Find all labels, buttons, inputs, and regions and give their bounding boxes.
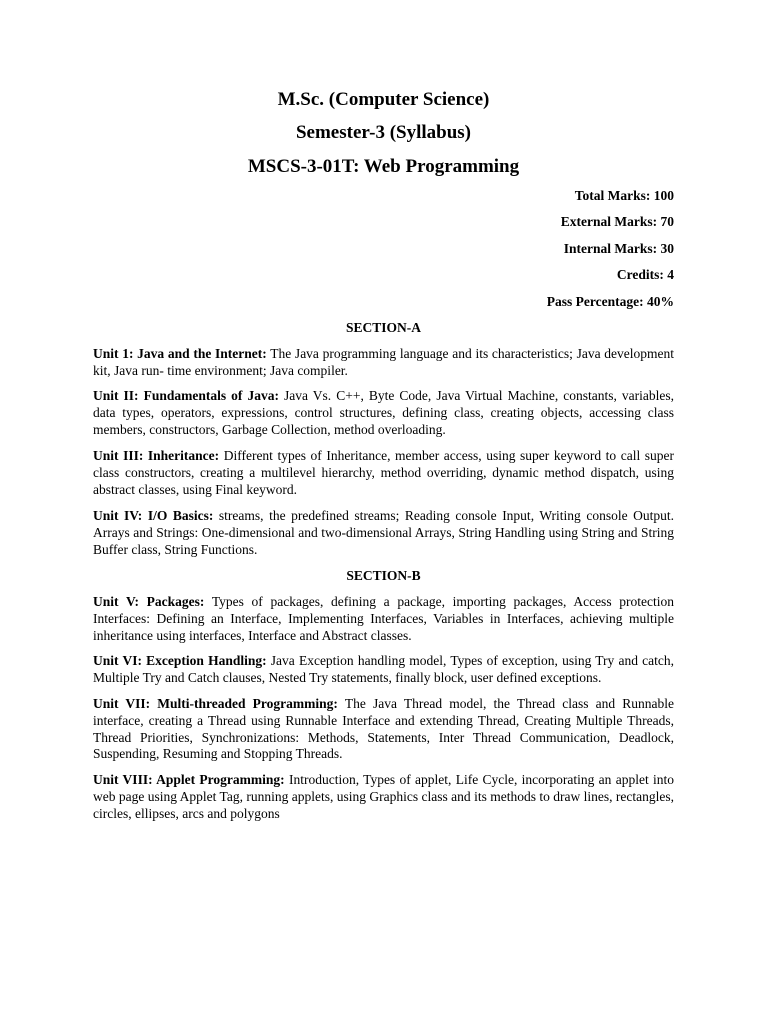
- section-a-heading: SECTION-A: [345, 320, 421, 335]
- unit-8-title: Unit VIII: Applet Programming:: [93, 772, 285, 787]
- pass-percentage: Pass Percentage: 40%: [546, 294, 674, 309]
- external-marks: External Marks: 70: [560, 214, 674, 229]
- unit-6: [93, 653, 674, 687]
- unit-7-text: The Java Thread model, the Thread class and Runnable interface, creating a Thread using Runnable Interface and extending Thread, Creating Multiple Threads, Thread Priorities, Synchronizations: Methods, Statements, Inter Thread Communication, Deadlock, Suspending, Resuming and Stopping Threads.: [93, 696, 674, 762]
- unit-2: [93, 388, 674, 438]
- unit-2-title: Unit II: Fundamentals of Java:: [93, 388, 279, 403]
- unit-3-text: Different types of Inheritance, member access, using super keyword to call super class constructors, creating a multilevel hierarchy, method overriding, dynamic method dispatch, using abstract classes, using Final keyword.: [93, 448, 674, 497]
- unit-1-text: The Java programming language and its characteristics; Java development kit, Java run- time environment; Java compiler.: [93, 346, 674, 378]
- course-title: MSCS-3-01T: Web Programming: [247, 156, 520, 177]
- total-marks: Total Marks: 100: [574, 188, 674, 203]
- unit-6-text: Java Exception handling model, Types of exception, using Try and catch, Multiple Try and Catch clauses, Nested Try statements, finally block, user defined exceptions.: [93, 653, 674, 685]
- internal-marks: Internal Marks: 30: [563, 241, 674, 256]
- unit-7: [93, 696, 674, 763]
- unit-5-text: Types of packages, defining a package, importing packages, Access protection Interfaces: Defining an Interface, Implementing Interfaces, Variables in Interfaces, achieving multiple inheritance using interfaces, Interface and Abstract classes.: [93, 594, 674, 643]
- unit-4-text: streams, the predefined streams; Reading console Input, Writing console Output. Arrays and Strings: One-dimensional and two-dimensional Arrays, String Handling using String and String Buffer class, String Functions.: [93, 508, 674, 557]
- unit-4: [93, 508, 674, 558]
- semester-title: Semester-3 (Syllabus): [295, 122, 472, 143]
- unit-7-title: Unit VII: Multi-threaded Programming:: [93, 696, 338, 711]
- unit-5: [93, 594, 674, 644]
- credits: Credits: 4: [616, 267, 674, 282]
- unit-4-title: Unit IV: I/O Basics:: [93, 508, 214, 523]
- unit-8-text: Introduction, Types of applet, Life Cycle, incorporating an applet into web page using Applet Tag, running applets, using Graphics class and its methods to draw lines, rectangles, circles, ellipses, arcs and polygons: [93, 772, 675, 821]
- section-b-heading: SECTION-B: [346, 568, 421, 583]
- unit-5-title: Unit V: Packages:: [93, 594, 205, 609]
- unit-1-title: Unit 1: Java and the Internet:: [93, 346, 267, 361]
- unit-2-text: Java Vs. C++, Byte Code, Java Virtual Machine, constants, variables, data types, operators, expressions, control structures, defining class, creating objects, accessing class members, constructors, Garbage Collection, method overloading.: [93, 388, 675, 437]
- unit-3-title: Unit III: Inheritance:: [93, 448, 220, 463]
- unit-3: [93, 448, 674, 498]
- degree-title: M.Sc. (Computer Science): [277, 89, 490, 110]
- unit-1: [93, 346, 674, 380]
- unit-8: [93, 772, 674, 822]
- unit-6-title: Unit VI: Exception Handling:: [93, 653, 267, 668]
